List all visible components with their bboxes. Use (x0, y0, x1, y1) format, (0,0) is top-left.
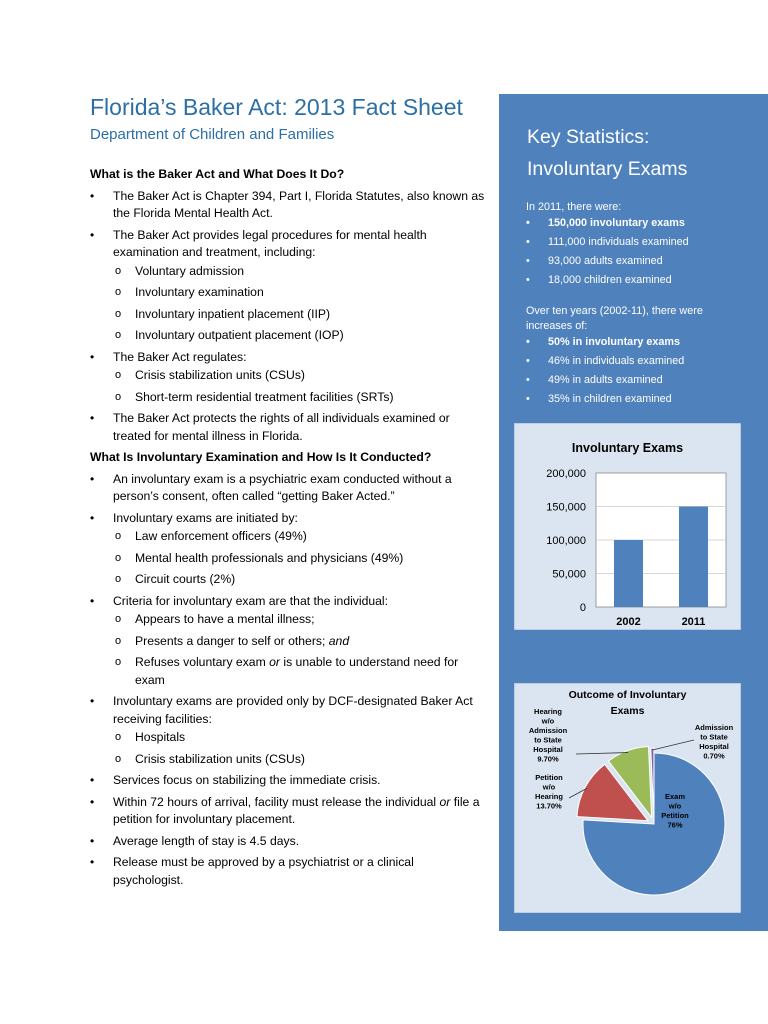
pie-chart-container (514, 683, 741, 913)
bar-chart-container (514, 423, 741, 630)
list-item-text: The Baker Act regulates: (113, 349, 247, 364)
list-item (90, 510, 485, 589)
list-item-text: Criteria for involuntary exam are that the individual: (113, 593, 389, 608)
sub-list-item: o Crisis stabilization units (CSUs) (113, 751, 485, 769)
list-item (90, 227, 485, 345)
sub-list (113, 729, 485, 768)
sub-list-item (113, 633, 485, 651)
sub-list-item: o Law enforcement officers (49%) (113, 528, 485, 546)
sub-list-item: o Voluntary admission (113, 263, 485, 281)
pie-data-label: Hearing (534, 707, 562, 716)
list-item-text: Involuntary exams are provided only by DCF-designated Baker Act receiving facilities: (113, 694, 473, 726)
sub-list-item: o Involuntary inpatient placement (IIP) (113, 306, 485, 324)
pie-data-label: w/o (542, 782, 556, 792)
stat-item: • 111,000 individuals examined (526, 235, 746, 254)
pie-data-label: Petition (535, 773, 563, 782)
section-heading-what: What is the Baker Act and What Does It Do? (90, 167, 345, 181)
sub-list-item (113, 654, 485, 689)
sub-list-item: o Crisis stabilization units (CSUs) (113, 367, 485, 385)
y-tick-label: 50,000 (552, 568, 586, 581)
text-span: Presents a danger to self or others; (135, 633, 329, 648)
list-item (90, 593, 485, 690)
text-span: Refuses voluntary exam (135, 655, 270, 669)
sub-list (113, 611, 485, 689)
sub-list-item: o Involuntary examination (113, 284, 485, 302)
pie-data-label: Petition (661, 811, 689, 820)
page-subtitle: Department of Children and Families (90, 126, 335, 143)
stats-intro-decade: Over ten years (2002-11), there were increases of: (526, 305, 703, 332)
panel-title (527, 121, 747, 185)
sub-list-item: o Involuntary outpatient placement (IOP) (113, 327, 485, 345)
bar (614, 540, 643, 607)
key-statistics-panel (499, 94, 768, 931)
pie-data-label: to State (534, 735, 562, 745)
emphasis: and (328, 633, 350, 648)
stats-list-decade (526, 335, 746, 411)
y-tick-label: 0 (579, 602, 586, 614)
stats-list-2011 (526, 216, 746, 292)
what-bullets (90, 188, 485, 446)
y-tick-label: 100,000 (546, 535, 586, 547)
list-item: • The Baker Act protects the rights of all individuals examined or treated for mental illness in Florida. (90, 410, 485, 445)
y-tick-label: 150,000 (546, 501, 586, 514)
text-span: is unable to understand need for exam (135, 655, 459, 687)
x-tick-label: 2002 (616, 616, 641, 628)
pie-data-label: 9.70% (537, 754, 559, 764)
sub-list (113, 367, 485, 406)
bar (679, 507, 708, 608)
pie-chart (514, 683, 741, 913)
stat-item: • 49% in adults examined (526, 373, 746, 392)
pie-data-label: w/o (541, 716, 555, 726)
list-item-text: The Baker Act provides legal procedures for mental health examination and treatment, including: (113, 227, 427, 259)
pie-data-label: Exam (664, 792, 686, 801)
sub-list-item: o Hospitals (113, 729, 485, 747)
list-item-text: Involuntary exams are initiated by: (113, 510, 298, 525)
stat-item: • 93,000 adults examined (526, 254, 746, 273)
pie-data-label: 13.70% (536, 801, 562, 811)
stat-item: • 18,000 children examined (526, 273, 746, 292)
list-item (90, 794, 485, 829)
sub-list-item: o Mental health professionals and physicians (49%) (113, 550, 485, 568)
bar-chart (514, 423, 741, 630)
stats-intro-2011: In 2011, there were: (526, 201, 622, 213)
stat-item: • 50% in involuntary exams (526, 335, 746, 354)
section-heading-exam: What Is Involuntary Examination and How Is It Conducted? (90, 450, 432, 464)
pie-data-label: Hospital (699, 742, 729, 751)
pie-data-label: Hearing (535, 792, 563, 801)
list-item (90, 349, 485, 407)
pie-data-label: w/o (668, 801, 682, 811)
stat-item: • 35% in children examined (526, 392, 746, 411)
list-item: • The Baker Act is Chapter 394, Part I, Florida Statutes, also known as the Florida Mental Health Act. (90, 188, 485, 223)
exam-bullets (90, 471, 485, 890)
pie-data-label: to State (700, 732, 728, 742)
x-tick-label: 2011 (681, 616, 706, 628)
sub-list-item: o Appears to have a mental illness; (113, 611, 485, 629)
pie-data-label: Admission (694, 723, 734, 732)
list-item: • Release must be approved by a psychiatrist or a clinical psychologist. (90, 854, 485, 889)
emphasis: or (439, 794, 451, 809)
text-span: file a petition for involuntary placement. (113, 794, 480, 826)
sub-list-item: o Short-term residential treatment facilities (SRTs) (113, 389, 485, 407)
panel-title-line2: Involuntary Exams (527, 158, 688, 180)
list-item: • An involuntary exam is a psychiatric exam conducted without a person’s consent, often called “getting Baker Acted.” (90, 471, 485, 506)
stat-item: • 46% in individuals examined (526, 354, 746, 373)
pie-data-label: Hospital (533, 745, 563, 754)
panel-title-line1: Key Statistics: (527, 126, 650, 148)
chart-title: Exams (610, 705, 645, 717)
chart-title: Outcome of Involuntary (568, 689, 687, 701)
pie-data-label: 0.70% (703, 751, 725, 761)
emphasis: or (269, 655, 280, 669)
list-item: • Services focus on stabilizing the immediate crisis. (90, 772, 485, 790)
list-item: • Average length of stay is 4.5 days. (90, 833, 485, 851)
y-tick-label: 200,000 (546, 468, 586, 480)
list-item (90, 693, 485, 768)
page-title: Florida’s Baker Act: 2013 Fact Sheet (90, 94, 463, 120)
text-span: Within 72 hours of arrival, facility must release the individual (113, 794, 440, 809)
sub-list (113, 263, 485, 345)
pie-data-label: Admission (528, 726, 568, 735)
chart-title: Involuntary Exams (571, 441, 684, 455)
fact-sheet-body (90, 166, 485, 893)
pie-data-label: 76% (667, 820, 683, 830)
sub-list (113, 528, 485, 589)
stat-item: • 150,000 involuntary exams (526, 216, 746, 235)
sub-list-item: o Circuit courts (2%) (113, 571, 485, 589)
